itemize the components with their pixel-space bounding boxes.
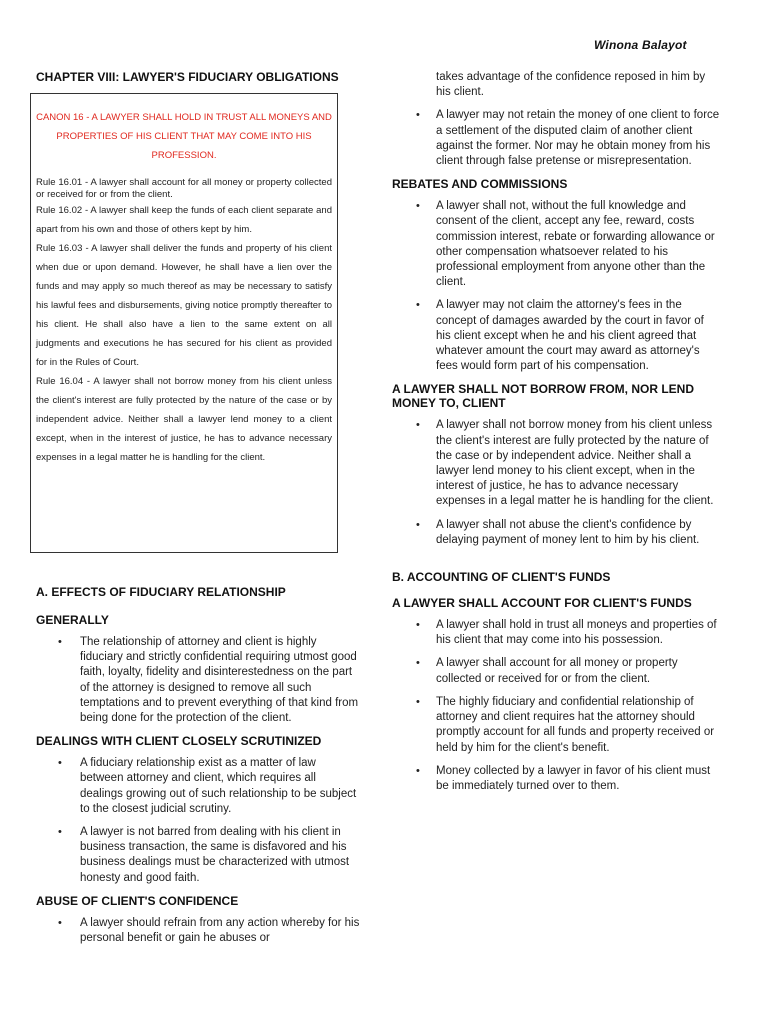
list-item-text: The relationship of attorney and client is highly fiduciary and strictly confidential requiring utmost good faith, loyalty, fidelity and disinterestedness on the part of the attorney is designed to remove all such temptations and to prevent everything of that kind from being done for the protection of the client. [80,636,359,725]
bullet-icon: • [58,757,62,770]
bullet-icon: • [416,200,420,213]
heading-borrow: A LAWYER SHALL NOT BORROW FROM, NOR LEND MONEY TO, CLIENT [392,382,694,411]
list-abuse-2 [390,108,720,169]
list-rebates [390,199,720,374]
list-item-text: Money collected by a lawyer in favor of his client must be immediately turned over to them. [436,764,711,792]
continuation-text: takes advantage of the confidence reposed in him by his client. [436,71,706,99]
bullet-icon: • [416,695,420,708]
bullet-icon: • [416,109,420,122]
section-a-title: A. EFFECTS OF FIDUCIARY RELATIONSHIP [36,585,286,599]
rule-16-01: Rule 16.01 - A lawyer shall account for all money or property collected or received for or from the client. [36,177,332,200]
list-item-text: A lawyer shall not, without the full knowledge and consent of the client, accept any fee, reward, costs commission interest, rebate or forwarding allowance or other compensation whatsoever related to his professional employment from anyone other than the client. [436,200,715,289]
list-item-text: The highly fiduciary and confidential relationship of attorney and client requires hat the attorney should promptly account for all funds and property received or held by him for the client's benefit. [436,695,715,754]
list-item-text: A lawyer may not retain the money of one client to force a settlement of the disputed claim of another client against the former. Nor may he obtain money from his client through false pretense or misrepresentation. [436,109,720,168]
list-dealings [30,756,360,886]
heading-dealings: DEALINGS WITH CLIENT CLOSELY SCRUTINIZED [36,734,322,749]
canon-title: CANON 16 - A LAWYER SHALL HOLD IN TRUST ALL MONEYS AND PROPERTIES OF HIS CLIENT THAT MAY COME INTO HIS PROFESSION. [36,112,332,161]
list-abuse [30,916,360,946]
list-borrow [390,418,720,548]
list-item [390,199,720,290]
rule-16-04: Rule 16.04 - A lawyer shall not borrow money from his client unless the client's interest are fully protected by the nature of the case or by independent advice. Neither shall a lawyer lend money to a client except, when in the interest of justice, he has to advance necessary expenses in a legal matter he is handling for the client. [36,376,332,463]
section-b-title: B. ACCOUNTING OF CLIENT'S FUNDS [392,570,611,585]
list-account [390,618,720,794]
list-item-text: A lawyer shall account for all money or property collected or received for or from the client. [436,657,678,685]
bullet-icon: • [416,764,420,777]
list-item [30,916,360,946]
bullet-icon: • [58,636,62,648]
author-name: Winona Balayot [594,38,687,52]
bullet-icon: • [416,518,420,531]
list-item [390,418,720,509]
list-item [390,298,720,374]
heading-abuse: ABUSE OF CLIENT'S CONFIDENCE [36,893,239,908]
list-item-text: A lawyer shall not abuse the client's confidence by delaying payment of money lent to him by his client. [436,518,700,546]
list-item-text: A lawyer shall not borrow money from his client unless the client's interest are fully protected by the nature of the case or by independent advice. Neither shall a lawyer lend money to his client except, when in the interest of justice, he has to advance necessary expenses in a legal matter he is handling for the client. [436,419,714,508]
list-item [30,756,360,817]
list-item-text: A lawyer may not claim the attorney's fees in the concept of damages awarded by the court in favor of his client except when he and his client agreed that whatever amount the court may award as attorney's fees would form part of his compensation. [436,299,704,373]
list-generally [30,635,360,726]
heading-rebates: REBATES AND COMMISSIONS [392,177,568,192]
right-column [390,70,720,802]
bullet-icon: • [58,826,62,839]
bullet-icon: • [58,916,62,929]
list-item-text: A lawyer is not barred from dealing with his client in business transaction, the same is disfavored and his business dealings must be characterized with utmost honesty and good faith. [80,826,350,884]
bullet-icon: • [416,619,420,632]
canon-box [30,93,338,553]
chapter-title: CHAPTER VIII: LAWYER'S FIDUCIARY OBLIGATIONS [36,70,339,84]
bullet-icon: • [416,419,420,432]
list-item [390,108,720,169]
rule-16-02: Rule 16.02 - A lawyer shall keep the funds of each client separate and apart from his own and those of others kept by him. [36,205,332,235]
list-item-text: A lawyer should refrain from any action whereby for his personal benefit or gain he abuses or [80,916,360,945]
heading-generally: GENERALLY [36,613,109,627]
list-item [390,764,720,794]
list-item [390,695,720,756]
heading-account: A LAWYER SHALL ACCOUNT FOR CLIENT'S FUNDS [392,596,692,611]
list-item [30,635,360,726]
rule-16-03: Rule 16.03 - A lawyer shall deliver the funds and property of his client when due or upon demand. However, he shall have a lien over the funds and may apply so much thereof as may be necessary to satisfy his lawful fees and disbursements, giving notice promptly thereafter to his client. He shall also have a lien to the same extent on all judgments and executions he has secured for his client as provided for in the Rules of Court. [36,243,332,368]
list-item [390,618,720,648]
list-item [390,518,720,548]
bullet-icon: • [416,657,420,670]
left-column [30,70,360,954]
list-item [390,656,720,686]
list-item-text: A lawyer shall hold in trust all moneys and properties of his client that may come into his possession. [436,619,717,647]
bullet-icon: • [416,299,420,312]
list-item-text: A fiduciary relationship exist as a matter of law between attorney and client, which requires all dealings growing out of such relationship to be subject to the closest judicial scrutiny. [80,757,357,815]
list-item [30,825,360,886]
